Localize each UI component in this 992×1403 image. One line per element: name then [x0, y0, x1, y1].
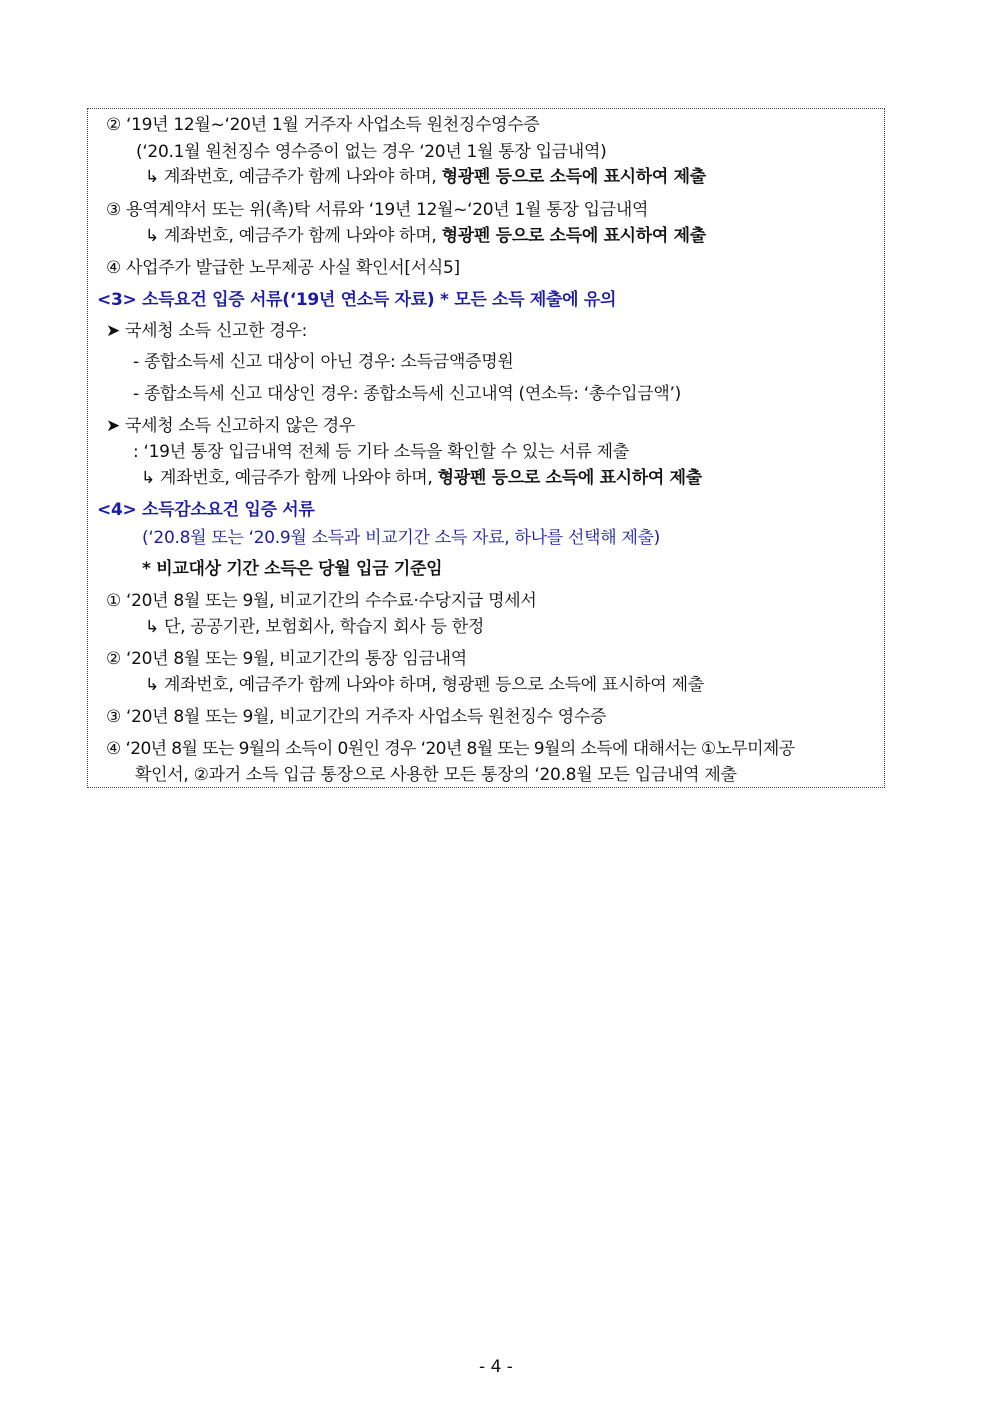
section4-item1-note: ↳ 단, 공공기관, 보험회사, 학습지 회사 등 한정 — [145, 617, 485, 637]
page-number: - 4 - — [479, 1357, 513, 1377]
note-text: ↳ 계좌번호, 예금주가 함께 나와야 하며, — [145, 226, 442, 246]
note-emphasis: 형광펜 등으로 소득에 표시하여 제출 — [437, 468, 702, 488]
section3-sub3: : ‘19년 통장 입금내역 전체 등 기타 소득을 확인할 수 있는 서류 제출 — [133, 442, 629, 462]
section3-note — [141, 467, 702, 489]
section4-item4-line1: ④ ‘20년 8월 또는 9월의 소득이 0원인 경우 ‘20년 8월 또는 9월의 소득에 대해서는 ①노무미제공 — [106, 739, 795, 759]
item4-title: ④ 사업주가 발급한 노무제공 사실 확인서[서식5] — [106, 258, 460, 278]
section4-item1: ① ‘20년 8월 또는 9월, 비교기간의 수수료·수당지급 명세서 — [106, 591, 537, 611]
item2-paren: (‘20.1월 원천징수 영수증이 없는 경우 ‘20년 1월 통장 입금내역) — [136, 142, 607, 162]
section4-star-note: * 비교대상 기간 소득은 당월 입금 기준임 — [142, 559, 443, 579]
section4-item4-line2: 확인서, ②과거 소득 입금 통장으로 사용한 모든 통장의 ‘20.8월 모든 입금내역 제출 — [135, 765, 737, 785]
item3-note — [145, 225, 706, 247]
note-text: ↳ 계좌번호, 예금주가 함께 나와야 하며, — [141, 468, 438, 488]
section3-bullet2: ➤ 국세청 소득 신고하지 않은 경우 — [106, 416, 356, 436]
section3-sub2: - 종합소득세 신고 대상인 경우: 종합소득세 신고내역 (연소득: ‘총수입금액’) — [133, 384, 681, 404]
section4-item2-note: ↳ 계좌번호, 예금주가 함께 나와야 하며, 형광펜 등으로 소득에 표시하여 제출 — [145, 675, 704, 695]
section3-bullet1: ➤ 국세청 소득 신고한 경우: — [106, 321, 308, 341]
section3-sub1: - 종합소득세 신고 대상이 아닌 경우: 소득금액증명원 — [133, 352, 514, 372]
section4-item3: ③ ‘20년 8월 또는 9월, 비교기간의 거주자 사업소득 원천징수 영수증 — [106, 707, 607, 727]
section4-item2: ② ‘20년 8월 또는 9월, 비교기간의 통장 임금내역 — [106, 649, 467, 669]
note-emphasis: 형광펜 등으로 소득에 표시하여 제출 — [441, 226, 706, 246]
section4-heading: <4> 소득감소요건 입증 서류 — [97, 500, 315, 520]
section3-heading: <3> 소득요건 입증 서류(‘19년 연소득 자료) * 모든 소득 제출에 유의 — [97, 290, 617, 310]
note-text: ↳ 계좌번호, 예금주가 함께 나와야 하며, — [145, 167, 442, 187]
section4-paren: (‘20.8월 또는 ‘20.9월 소득과 비교기간 소득 자료, 하나를 선택해 제출) — [142, 528, 661, 548]
item2-note — [145, 166, 706, 188]
item2-title: ② ‘19년 12월~‘20년 1월 거주자 사업소득 원천징수영수증 — [106, 115, 540, 135]
item3-title: ③ 용역계약서 또는 위(촉)탁 서류와 ‘19년 12월~‘20년 1월 통장 입금내역 — [106, 200, 649, 220]
note-emphasis: 형광펜 등으로 소득에 표시하여 제출 — [441, 167, 706, 187]
